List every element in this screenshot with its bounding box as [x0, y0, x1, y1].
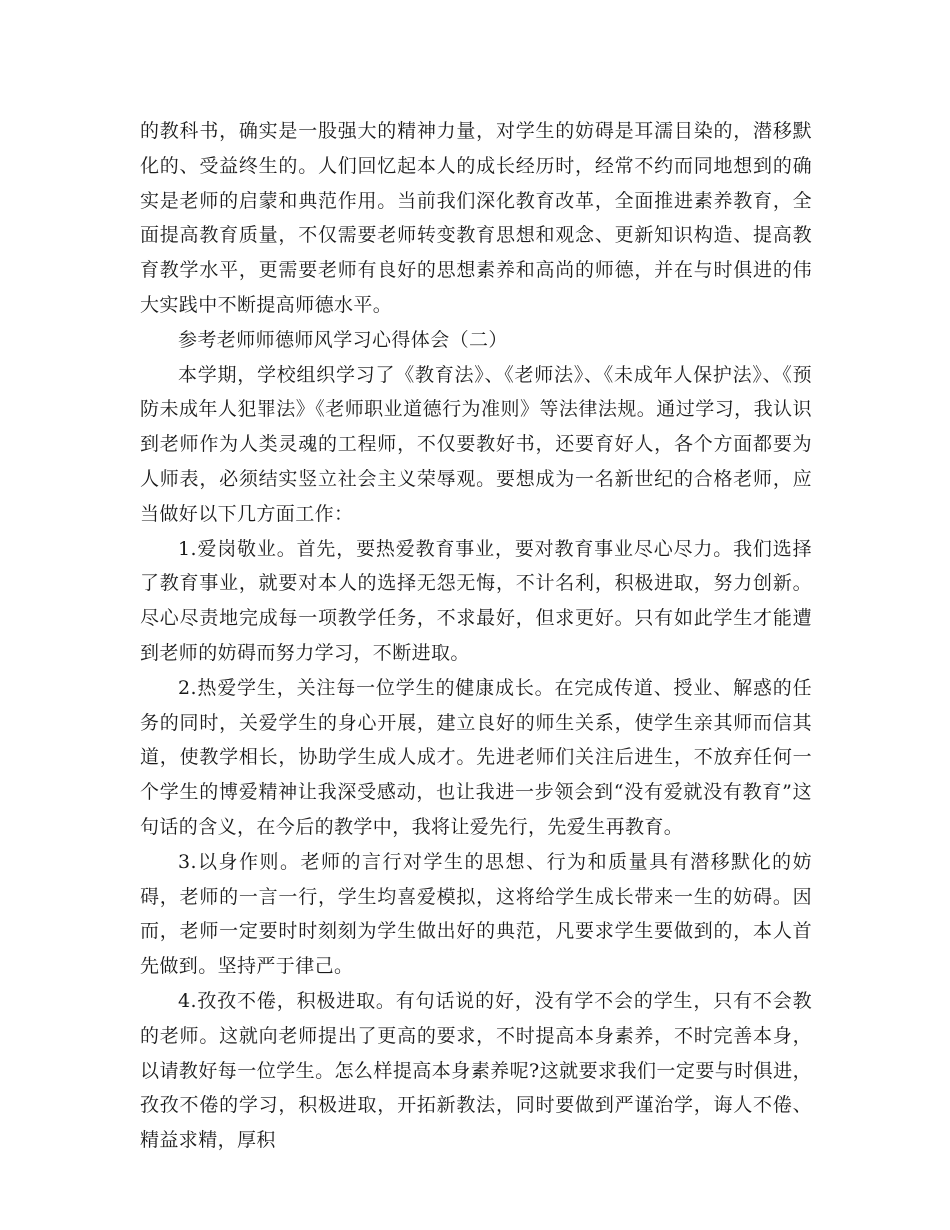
paragraph-point-4: 4.孜孜不倦，积极进取。有句话说的好，没有学不会的学生，只有不会教的老师。这就向老师提出了更高的要求，不时提高本身素养，不时完善本身，以请教好每一位学生。怎么样提高本身素养呢?这就要求我们一定要与时俱进，孜孜不倦的学习，积极进取，开拓新教法，同时要做到严谨治学，诲人不倦、精益求精，厚积 [140, 989, 812, 1152]
section-heading: 参考老师师德师风学习心得体会（二） [178, 328, 508, 351]
paragraph-point-1: 1.爱岗敬业。首先，要热爱教育事业，要对教育事业尽心尽力。我们选择了教育事业，就要对本人的选择无怨无悔，不计名利，积极进取，努力创新。尽心尽责地完成每一项教学任务，不求最好，但求更好。只有如此学生才能遭到老师的妨碍而努力学习，不断进取。 [140, 537, 812, 664]
paragraph-point-3: 3.以身作则。老师的言行对学生的思想、行为和质量具有潜移默化的妨碍，老师的一言一行，学生均喜爱模拟，这将给学生成长带来一生的妨碍。因而，老师一定要时时刻刻为学生做出好的典范，凡要求学生要做到的，本人首先做到。坚持严于律己。 [140, 850, 812, 978]
document-body [140, 114, 812, 1158]
paragraph-point-2: 2.热爱学生，关注每一位学生的健康成长。在完成传道、授业、解惑的任务的同时，关爱学生的身心开展，建立良好的师生关系，使学生亲其师而信其道，使教学相长，协助学生成人成才。先进老师们关注后进生，不放弃任何一个学生的博爱精神让我深受感动，也让我进一步领会到“没有爱就没有教育”这句话的含义，在今后的教学中，我将让爱先行，先爱生再教育。 [140, 676, 812, 838]
paragraph-intro: 本学期，学校组织学习了《教育法》、《老师法》、《未成年人保护法》、《预防未成年人犯罪法》《老师职业道德行为准则》等法律法规。通过学习，我认识到老师作为人类灵魂的工程师，不仅要教好书，还要育好人，各个方面都要为人师表，必须结实竖立社会主义荣辱观。要想成为一名新世纪的合格老师，应当做好以下几方面工作： [140, 363, 812, 525]
paragraph-continuation: 的教科书，确实是一股强大的精神力量，对学生的妨碍是耳濡目染的，潜移默化的、受益终生的。人们回忆起本人的成长经历时，经常不约而同地想到的确实是老师的启蒙和典范作用。当前我们深化教育改革，全面推进素养教育，全面提高教育质量，不仅需要老师转变教育思想和观念、更新知识构造、提高教育教学水平，更需要老师有良好的思想素养和高尚的师德，并在与时俱进的伟大实践中不断提高师德水平。 [140, 120, 812, 316]
